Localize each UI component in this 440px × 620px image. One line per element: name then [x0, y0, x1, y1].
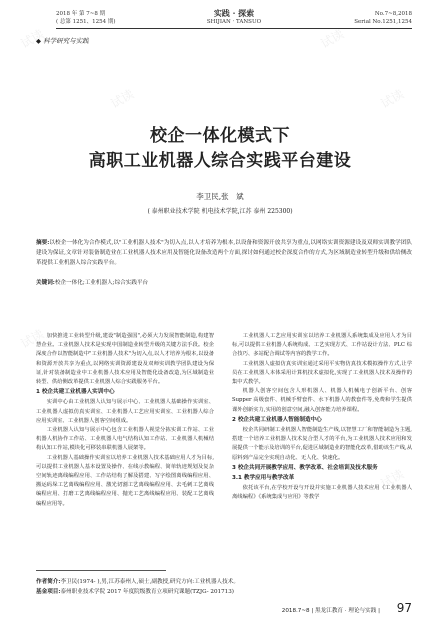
serial-info: No.7~8,2018 Serial No.1251,1254	[354, 11, 412, 25]
page-number: 97	[396, 601, 412, 615]
watermark: 试读	[118, 466, 147, 491]
section-heading: 2 校企共建工业机器人智能制造中心	[232, 416, 322, 423]
paper-title-line2: 高职工业机器人综合实践平台建设	[88, 151, 352, 171]
watermark: 试读	[378, 466, 407, 491]
paper-title-line1: 校企一体化模式下	[150, 126, 290, 146]
author-bio-text: 李卫民(1974- ),男,江苏泰州人,硕士,副教授,研究方向:工业机器人技术。	[60, 579, 239, 585]
watermark: 试读	[18, 26, 47, 51]
running-header	[56, 8, 412, 30]
paragraph: 工业机器人基础操作实训室以培养工业机器人技术基础应用人才为目标,可以提供工业机器人基本设置及操作、在线示教编程、简单轨迹规划及复杂空间轨迹离线编程应用、工作站结构了解及搭建、写字绘图离线编程应用、搬运码垛工艺离线编程应用、激光切割工艺离线编程应用、去毛刺工艺离线编程应用、打磨工艺离线编程应用、抛光工艺离线编程应用、装配工艺离线编程应用等。	[36, 454, 214, 507]
author: 李卫民,张 斌	[196, 192, 244, 201]
fund-info	[36, 588, 412, 597]
paragraph: 机器人创客空间包含人形机器人、机器人机械电子创新平台、创客 Supper 高级套件、机械手臂套件、水下机器人的教套件等,免费和学生提供课外创新实力,实用的创意空间,融入创客能力培养课程。	[232, 388, 412, 413]
right-column	[232, 332, 412, 503]
fund-text: 泰州职业技术学院 2017 年度院级教育立项研究课题(TZJG- 201713)	[60, 589, 234, 595]
watermark: 试读	[378, 86, 407, 111]
footnote-rule	[36, 570, 166, 571]
page-footer: 2018.7~8 | 黑龙江教育 · 理论与实践 |	[281, 608, 380, 614]
affiliation: ( 泰州职业技术学院 机电技术学院,江苏 泰州 225300)	[147, 208, 293, 215]
section-heading: 3 校企共同开展教学应用、教学改革、社会培训及技术服务	[232, 464, 378, 471]
paragraph: 工业机器人虚拟仿真实训室通过采用平实物仿真技术模拟操作方式,让学员在工业机器人本体采用计算机技术虚拟化,实现了工业机器人技术及操作的集中式教学。	[232, 360, 412, 386]
keywords	[36, 278, 412, 286]
watermark: 试读	[328, 326, 357, 351]
watermark: 试读	[318, 26, 347, 51]
author-bio	[36, 578, 412, 587]
paragraph: 校企共同研制工业机器人智能制造生产线,以智慧工厂和智能制造为主题,搭建一个培养工业机器人技术复合型人才的平台,为工业机器人技术应用和发展提供一个能示及培训的平台,促进区域制造业的智能化改革,借助该生产线,从原料到产品完全实现自动化、无人化、快速化。	[232, 427, 412, 461]
abstract	[36, 238, 412, 268]
keywords-text: 校企一体化;工业机器人;综合实践平台	[54, 280, 149, 286]
watermark: 试读	[108, 86, 137, 111]
paragraph: 依托该平台,在学校开设与开设并实施工业机器人技术应用《工业机器人离线编程》《系统集成与应用》等教学	[232, 485, 412, 501]
subsection-heading: 3.1 教学应用与教学改革	[232, 475, 295, 482]
section-label: ◆ 科学研究与实践	[36, 37, 89, 45]
paragraph: 实训中心由工业机器人认知与展示中心、工业机器人基础操作实训室、工业机器人虚拟仿真实训室、工业机器人工艺应用实训室、工业机器人综合应用实训室、工业机器人创客空间组成。	[36, 399, 214, 424]
issue-info: 2018 年 第 7~8 期 ( 总第 1251、1254 期)	[56, 11, 116, 25]
journal-column: 实践 · 探索 SHIJIAN · TANSUO	[206, 8, 262, 25]
fund-label: 基金项目:	[36, 589, 61, 595]
left-column	[36, 332, 214, 509]
header-rule	[56, 28, 412, 29]
paragraph: 加快推进工业转型升级,建设"制造强国",必须大力发展智能制造,构建智慧企业。工业机器人技术是实现中国制造业转型升级的关键方法手段。校企深度合作以智能制造中"工业机器人技术"为切入点,以人才培养为根本,以设备和资源开放共享为重点,以网络实训资源建设及双师实训教学团队建设为保证,针对装备制造业中工业机器人技术应用及智能化设备改造,为区域制造业转型、供给侧改革提供工业机器人综合实践服务平台。	[36, 333, 214, 386]
abstract-label: 摘要:	[36, 240, 50, 246]
author-bio-label: 作者简介:	[36, 579, 61, 585]
abstract-text: 以校企一体化为合作模式,以"工业机器人技术"为切入点,以人才培养为根本,以设备和资源开放共享为重点,以网络实训资源建设及双师实训教学团队建设为保证,文章针对装备制造业在工业机器人技术应用及智能化设备改造两个方面,探讨如何通过校企深度合作的方式,为区域制造业转型升级和供给侧改革提供工业机器人综合实践平台。	[36, 240, 412, 266]
section-heading: 1 校企共建工业机器人实训中心	[36, 389, 115, 396]
keywords-label: 关键词:	[36, 280, 55, 286]
paragraph: 工业机器人工艺应用实训室以培养工业机器人系统集成及应用人才为目标,可以提供工业机器人系统构成、工艺实现方式、工作站设计方法、PLC 综合技巧、多站配合调试等内容的教学工作。	[232, 333, 412, 358]
watermark: 试读	[18, 326, 47, 351]
paragraph: 工业机器人认知与展示中心包含工业机器人视觉分拣实训工作站、工业机器人机协作工作站、工业机器人电气结构认知工作站、工业机器人机械结构认知工作站,模块化可移装串联机器人展架等。	[36, 427, 214, 452]
